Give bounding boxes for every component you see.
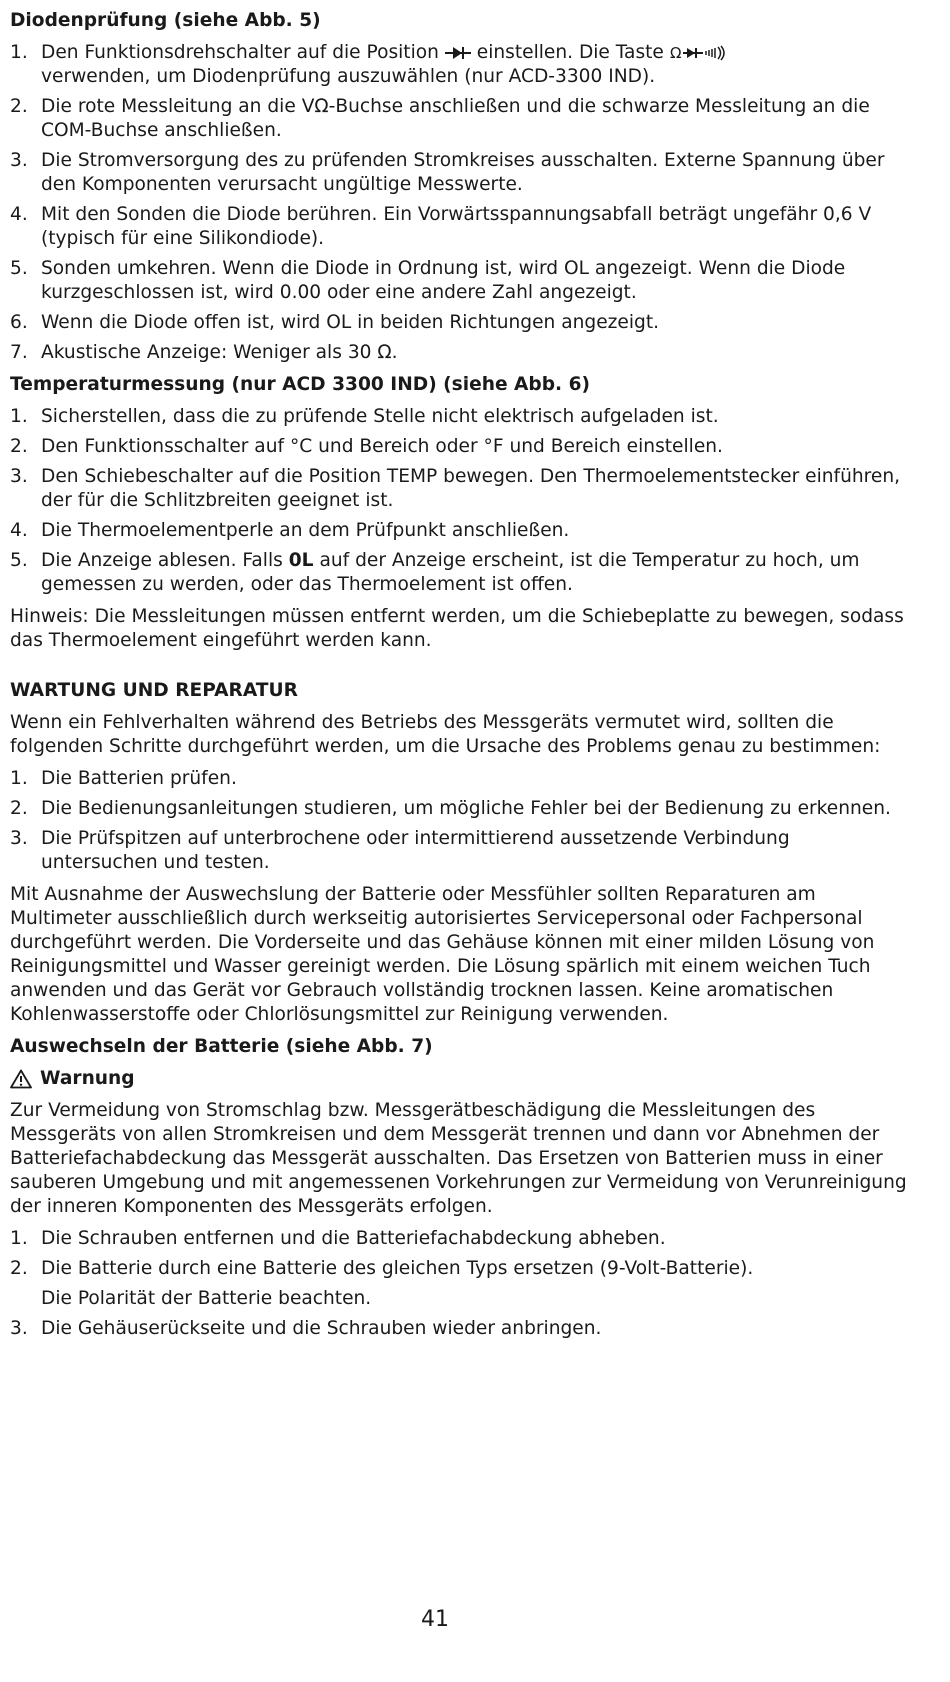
diode-test-heading: Diodenprüfung (siehe Abb. 5) (10, 10, 321, 31)
list-item: 3. Die Stromversorgung des zu prüfenden Stromkreises ausschalten. Externe Spannung über den Komponenten verursacht ungültige Messwerte. (10, 150, 885, 195)
list-item: 7. Akustische Anzeige: Weniger als 30 Ω. (10, 342, 398, 363)
temperature-note: Hinweis: Die Messleitungen müssen entfernt werden, um die Schiebeplatte zu bewegen, sodass das Thermoelement eingeführt werden kann. (10, 606, 904, 651)
manual-page (10, 9, 910, 1349)
temperature-heading: Temperaturmessung (nur ACD 3300 IND) (siehe Abb. 6) (10, 374, 591, 395)
maintenance-heading: WARTUNG UND REPARATUR (10, 680, 298, 701)
list-item: 3. Die Prüfspitzen auf unterbrochene oder intermittierend aussetzende Verbindung untersuchen und testen. (10, 828, 790, 873)
warning-heading: Warnung (10, 1067, 910, 1091)
maintenance-steps (10, 767, 910, 875)
ohm-diode-beeper-icon (670, 45, 730, 61)
list-item: 5. Sonden umkehren. Wenn die Diode in Ordnung ist, wird OL angezeigt. Wenn die Diode kurzgeschlossen ist, wird 0.00 oder eine andere Zahl angezeigt. (10, 258, 846, 303)
svg-text:Ω: Ω (669, 44, 682, 61)
list-item: 1. Die Batterien prüfen. (10, 768, 237, 789)
diode-test-steps (10, 41, 910, 365)
list-item: 4. Die Thermoelementperle an dem Prüfpunkt anschließen. (10, 520, 570, 541)
list-item: 2. Die Batterie durch eine Batterie des gleichen Typs ersetzen (9-Volt-Batterie). Die Polarität der Batterie beachten. (10, 1258, 754, 1309)
battery-heading: Auswechseln der Batterie (siehe Abb. 7) (10, 1036, 433, 1057)
diode-icon (445, 46, 471, 60)
list-item: 2. Die rote Messleitung an die VΩ-Buchse anschließen und die schwarze Messleitung an die COM-Buchse anschließen. (10, 96, 870, 141)
list-item: 3. Die Gehäuserückseite und die Schrauben wieder anbringen. (10, 1318, 602, 1339)
list-item: 6. Wenn die Diode offen ist, wird OL in beiden Richtungen angezeigt. (10, 312, 660, 333)
maintenance-intro: Wenn ein Fehlverhalten während des Betriebs des Messgeräts vermutet wird, sollten die folgenden Schritte durchgeführt werden, um die Ursache des Problems genau zu bestimmen: (10, 712, 881, 757)
page-number: 41 (421, 1607, 449, 1632)
list-item: 5. Die Anzeige ablesen. Falls 0L auf der Anzeige erscheint, ist die Temperatur zu hoch, um gemessen zu werden, oder das Thermoelement ist offen. (10, 550, 860, 595)
list-item: 4. Mit den Sonden die Diode berühren. Ein Vorwärtsspannungsabfall beträgt ungefähr 0,6 V (typisch für eine Silikondiode). (10, 204, 872, 249)
list-item: 1. Sicherstellen, dass die zu prüfende Stelle nicht elektrisch aufgeladen ist. (10, 406, 719, 427)
list-item: 3. Den Schiebeschalter auf die Position TEMP bewegen. Den Thermoelementstecker einführen, der für die Schlitzbreiten geeignet ist. (10, 466, 901, 511)
maintenance-body: Mit Ausnahme der Auswechslung der Batterie oder Messfühler sollten Reparaturen am Multimeter ausschließlich durch werkseitig autorisiertes Servicepersonal oder Fachpersonal durchgeführt werden. Die Vorderseite und das Gehäuse können mit einer milden Lösung von Reinigungsmittel und Wasser gereinigt werden. Die Lösung spärlich mit einem weichen Tuch anwenden und das Gerät vor Gebrauch vollständig trocknen lassen. Keine aromatischen Kohlenwasserstoffe oder Chlorlösungsmittel zur Reinigung verwenden. (10, 884, 875, 1025)
list-item: 1. Die Schrauben entfernen und die Batteriefachabdeckung abheben. (10, 1228, 666, 1249)
list-item: 2. Den Funktionsschalter auf °C und Bereich oder °F und Bereich einstellen. (10, 436, 723, 457)
battery-steps (10, 1227, 910, 1341)
list-item: 2. Die Bedienungsanleitungen studieren, um mögliche Fehler bei der Bedienung zu erkennen. (10, 798, 891, 819)
warning-triangle-icon (10, 1069, 32, 1089)
warning-text: Zur Vermeidung von Stromschlag bzw. Messgerätbeschädigung die Messleitungen des Messgeräts von allen Stromkreisen und dem Messgerät trennen und dann vor Abnehmen der Batteriefachabdeckung das Messgerät ausschalten. Das Ersetzen von Batterien muss in einer sauberen Umgebung und mit angemessenen Vorkehrungen zur Vermeidung von Verunreinigung der inneren Komponenten des Messgeräts erfolgen. (10, 1100, 907, 1217)
list-item: 1. Den Funktionsdrehschalter auf die Position einstellen. Die Taste Ω verwenden, um Diodenprüfung auszuwählen (nur ACD-3300 IND). (10, 41, 910, 89)
temperature-steps (10, 405, 910, 597)
overload-indicator: 0L (288, 550, 314, 571)
